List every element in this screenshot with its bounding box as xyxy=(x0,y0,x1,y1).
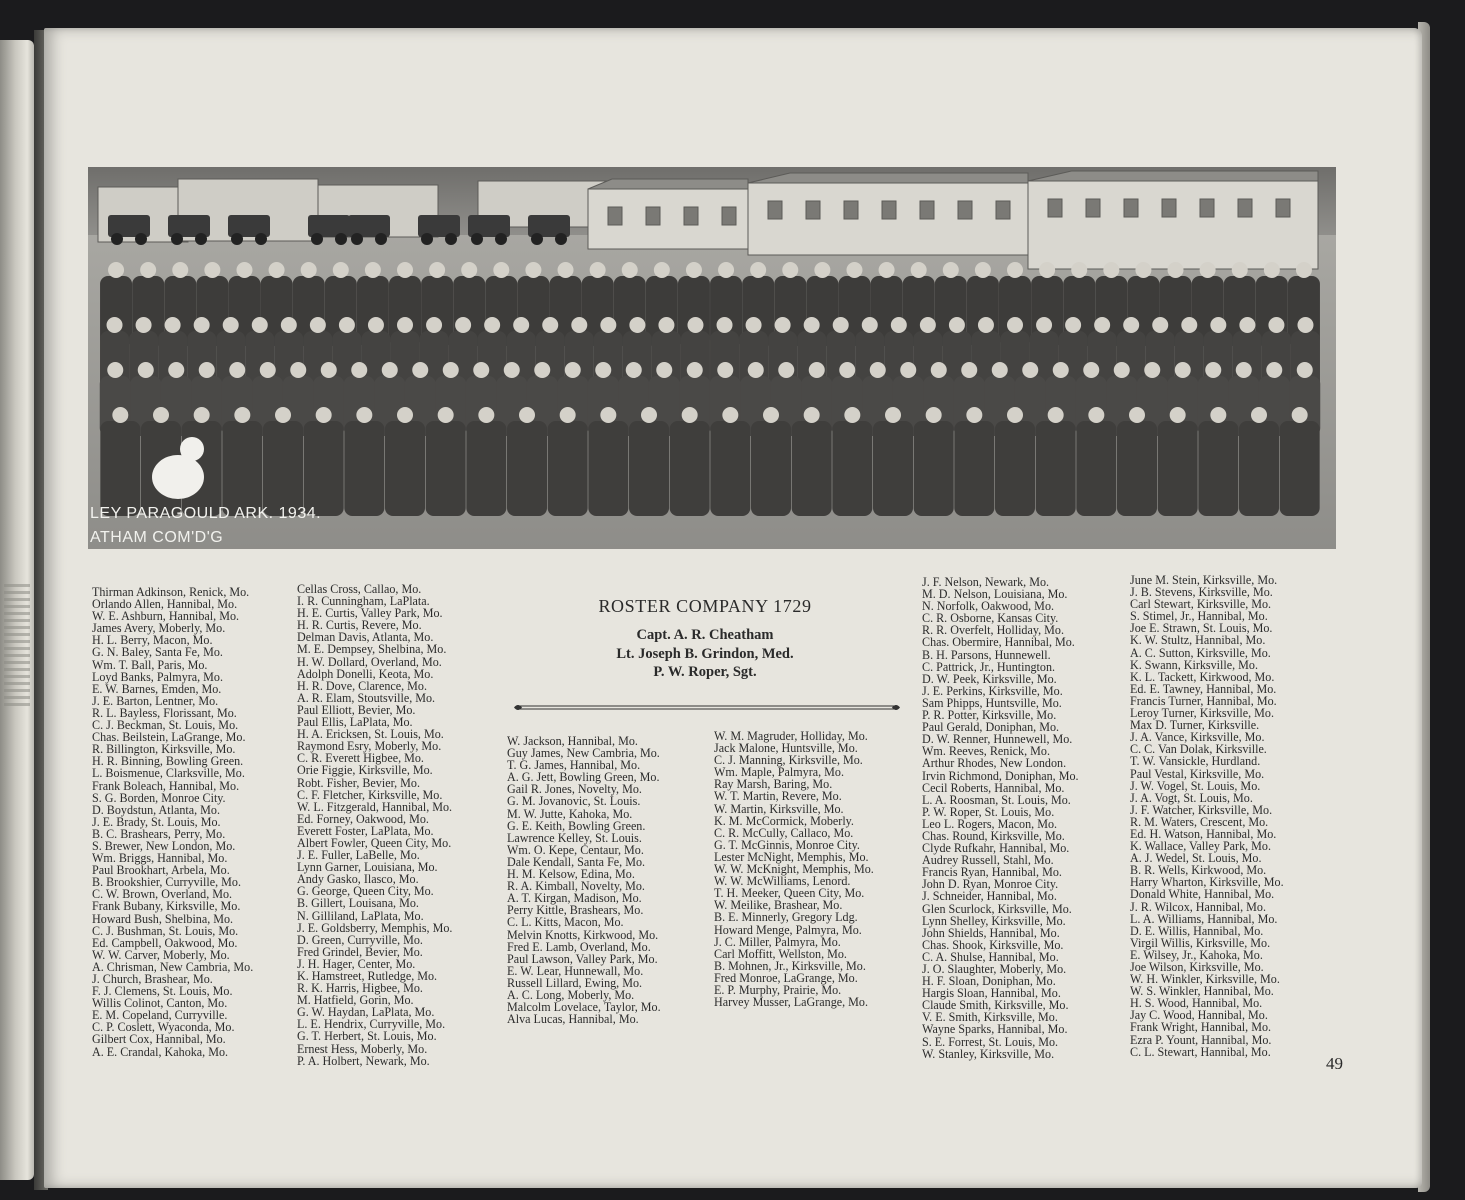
roster-entry: J. F. Watcher, Kirksville, Mo. xyxy=(1130,802,1273,817)
roster-entry: Orie Figgie, Kirksville, Mo. xyxy=(297,763,433,778)
roster-entry: G. E. Keith, Bowling Green. xyxy=(507,818,646,833)
roster-entry: T. H. Meeker, Queen City, Mo. xyxy=(714,886,865,901)
roster-entry: Jack Malone, Huntsville, Mo. xyxy=(714,741,858,756)
roster-entry: W. W. McWilliams, Lenord. xyxy=(714,874,851,889)
roster-entry: Max D. Turner, Kirksville. xyxy=(1130,718,1260,733)
roster-entry: Irvin Richmond, Doniphan, Mo. xyxy=(922,768,1079,783)
roster-entry: J. C. Miller, Palmyra, Mo. xyxy=(714,934,841,949)
roster-entry: Ed. Campbell, Oakwood, Mo. xyxy=(92,935,238,950)
roster-entry: T. G. James, Hannibal, Mo. xyxy=(507,758,641,773)
roster-entry: June M. Stein, Kirksville, Mo. xyxy=(1130,573,1278,587)
roster-entry: L. E. Hendrix, Curryville, Mo. xyxy=(297,1017,446,1032)
roster-entry: K. M. McCormick, Moberly. xyxy=(714,813,854,828)
roster-entry: L. Boismenue, Clarksville, Mo. xyxy=(92,766,245,781)
roster-entry: B. E. Minnerly, Gregory Ldg. xyxy=(714,910,858,925)
roster-entry: Lawrence Kelley, St. Louis. xyxy=(507,830,642,845)
roster-entry: C. J. Manning, Kirksville, Mo. xyxy=(714,753,863,768)
roster-entry: Ed. E. Tawney, Hannibal, Mo. xyxy=(1130,681,1277,696)
roster-entry: G. T. McGinnis, Monroe City. xyxy=(714,837,860,852)
roster-entry: J. A. Vogt, St. Louis, Mo. xyxy=(1130,790,1253,805)
roster-entry: Lester McNight, Memphis, Mo. xyxy=(714,849,869,864)
roster-entry: H. A. Ericksen, St. Louis, Mo. xyxy=(297,727,444,742)
roster-column-5 xyxy=(922,576,1079,1060)
roster-entry: Delman Davis, Atlanta, Mo. xyxy=(297,630,434,645)
roster-entry: A. C. Sutton, Kirksville, Mo. xyxy=(1130,645,1271,660)
roster-entry: R. R. Overfelt, Holliday, Mo. xyxy=(922,623,1064,638)
roster-entry: C. L. Stewart, Hannibal, Mo. xyxy=(1130,1044,1271,1059)
facing-page-edge xyxy=(0,40,34,1180)
roster-entry: E. P. Murphy, Prairie, Mo. xyxy=(714,982,842,997)
roster-entry: Jay C. Wood, Hannibal, Mo. xyxy=(1130,1008,1268,1023)
roster-entry: J. R. Wilcox, Hannibal, Mo. xyxy=(1130,899,1267,914)
roster-entry: Willis Colinot, Canton, Mo. xyxy=(92,996,228,1011)
roster-entry: W. Martin, Kirksville, Mo. xyxy=(714,801,844,816)
roster-entry: Ed. Forney, Oakwood, Mo. xyxy=(297,811,429,826)
roster-entry: Ezra P. Yount, Hannibal, Mo. xyxy=(1130,1032,1272,1047)
roster-entry: J. E. Fuller, LaBelle, Mo. xyxy=(297,848,420,863)
roster-entry: C. P. Coslett, Wyaconda, Mo. xyxy=(92,1020,235,1035)
roster-entry: R. L. Bayless, Florissant, Mo. xyxy=(92,705,237,720)
roster-entry: C. A. Shulse, Hannibal, Mo. xyxy=(922,949,1059,964)
roster-entry: J. E. Barton, Lentner, Mo. xyxy=(92,693,219,708)
roster-entry: Leroy Turner, Kirksville, Mo. xyxy=(1130,706,1274,721)
roster-entry: C. R. Everett Higbee, Mo. xyxy=(297,751,424,766)
roster-entry: Alva Lucas, Hannibal, Mo. xyxy=(507,1012,639,1027)
roster-entry: W. M. Magruder, Holliday, Mo. xyxy=(714,729,868,743)
roster-entry: B. R. Wells, Kirkwood, Mo. xyxy=(1130,863,1267,878)
roster-entry: Melvin Knotts, Kirkwood, Mo. xyxy=(507,927,659,942)
roster-column-1 xyxy=(92,586,253,1058)
roster-entry: C. W. Brown, Overland, Mo. xyxy=(92,887,233,902)
roster-entry: D. Boydstun, Atlanta, Mo. xyxy=(92,802,220,817)
page-number: 49 xyxy=(1326,1054,1343,1073)
roster-entry: N. Norfolk, Oakwood, Mo. xyxy=(922,599,1055,614)
roster-entry: Paul Brookhart, Arbela, Mo. xyxy=(92,863,230,878)
roster-entry: Robt. Fisher, Bevier, Mo. xyxy=(297,775,420,790)
roster-entry: S. Stimel, Jr., Hannibal, Mo. xyxy=(1130,609,1268,624)
roster-entry: Joe E. Strawn, St. Louis, Mo. xyxy=(1130,621,1273,636)
roster-entry: Perry Kittle, Brashears, Mo. xyxy=(507,903,644,918)
roster-entry: Paul Vestal, Kirksville, Mo. xyxy=(1130,766,1265,781)
officer-lieutenant: Lt. Joseph B. Grindon, Med. xyxy=(616,646,794,662)
roster-entry: D. Green, Curryville, Mo. xyxy=(297,932,423,947)
roster-entry: L. A. Roosman, St. Louis, Mo. xyxy=(922,792,1071,807)
roster-entry: G. N. Baley, Santa Fe, Mo. xyxy=(92,645,223,660)
roster-entry: E. W. Barnes, Emden, Mo. xyxy=(92,681,222,696)
roster-entry: H. R. Binning, Bowling Green. xyxy=(92,754,244,769)
roster-entry: E. M. Copeland, Curryville. xyxy=(92,1008,228,1023)
roster-entry: W. E. Ashburn, Hannibal, Mo. xyxy=(92,609,240,624)
roster-entry: A. J. Wedel, St. Louis, Mo. xyxy=(1130,851,1262,866)
roster-entry: Raymond Esry, Moberly, Mo. xyxy=(297,739,442,754)
roster-entry: C. R. Osborne, Kansas City. xyxy=(922,611,1059,626)
roster-entry: Leo L. Rogers, Macon, Mo. xyxy=(922,816,1058,831)
company-group-photo xyxy=(88,167,1336,549)
roster-entry: Paul Lawson, Valley Park, Mo. xyxy=(507,951,658,966)
roster-entry: J. F. Nelson, Newark, Mo. xyxy=(922,575,1050,589)
roster-entry: G. M. Jovanovic, St. Louis. xyxy=(507,794,641,809)
roster-entry: G. T. Herbert, St. Louis, Mo. xyxy=(297,1029,437,1044)
roster-entry: M. W. Jutte, Kahoka, Mo. xyxy=(507,806,633,821)
roster-entry: Joe Wilson, Kirksville, Mo. xyxy=(1130,960,1264,974)
roster-entry: Howard Menge, Palmyra, Mo. xyxy=(714,922,862,937)
roster-entry: W. L. Fitzgerald, Hannibal, Mo. xyxy=(297,799,453,814)
roster-entry: Russell Lillard, Ewing, Mo. xyxy=(507,975,643,990)
photo-caption-line2: ATHAM COM'D'G xyxy=(90,529,224,546)
roster-entry: Loyd Banks, Palmyra, Mo. xyxy=(92,669,224,684)
decorative-rule xyxy=(512,700,902,714)
roster-entry: Fred Grindel, Bevier, Mo. xyxy=(297,944,423,959)
roster-entry: J. Church, Brashear, Mo. xyxy=(92,972,213,986)
roster-entry: John Shields, Hannibal, Mo. xyxy=(922,925,1060,940)
roster-entry: F. J. Clemens, St. Louis, Mo. xyxy=(92,984,233,999)
roster-entry: D. E. Willis, Hannibal, Mo. xyxy=(1130,923,1264,938)
roster-entry: M. Hatfield, Gorin, Mo. xyxy=(297,993,414,1008)
roster-entry: B. H. Parsons, Hunnewell. xyxy=(922,647,1051,662)
roster-entry: Francis Turner, Hannibal, Mo. xyxy=(1130,693,1277,708)
roster-entry: Virgil Willis, Kirksville, Mo. xyxy=(1130,935,1271,950)
officer-sergeant: P. W. Roper, Sgt. xyxy=(653,664,757,680)
roster-entry: Donald White, Hannibal, Mo. xyxy=(1130,887,1275,902)
roster-entry: John D. Ryan, Monroe City. xyxy=(922,877,1059,892)
roster-entry: W. W. Carver, Moberly, Mo. xyxy=(92,947,230,962)
roster-entry: Ed. H. Watson, Hannibal, Mo. xyxy=(1130,826,1277,841)
roster-entry: Orlando Allen, Hannibal, Mo. xyxy=(92,597,238,612)
roster-entry: P. R. Potter, Kirksville, Mo. xyxy=(922,708,1057,723)
roster-entry: Wm. T. Ball, Paris, Mo. xyxy=(92,657,208,672)
roster-entry: C. Pattrick, Jr., Huntington. xyxy=(922,659,1056,674)
roster-entry: Wm. O. Kepe, Centaur, Mo. xyxy=(507,842,644,857)
roster-entry: Chas. Obermire, Hannibal, Mo. xyxy=(922,635,1075,650)
roster-entry: B. Brookshier, Curryville, Mo. xyxy=(92,875,241,890)
roster-entry: L. A. Williams, Hannibal, Mo. xyxy=(1130,911,1278,926)
roster-entry: R. Billington, Kirksville, Mo. xyxy=(92,742,236,757)
roster-entry: Gilbert Cox, Hannibal, Mo. xyxy=(92,1032,226,1047)
roster-entry: Everett Foster, LaPlata, Mo. xyxy=(297,823,434,838)
roster-entry: Paul Elliott, Bevier, Mo. xyxy=(297,702,416,717)
roster-entry: Frank Bubany, Kirksville, Mo. xyxy=(92,899,241,914)
roster-column-2 xyxy=(297,583,452,1067)
roster-entry: J. H. Hager, Center, Mo. xyxy=(297,956,416,971)
roster-entry: S. E. Forrest, St. Louis, Mo. xyxy=(922,1034,1059,1049)
roster-entry: Wm. Briggs, Hannibal, Mo. xyxy=(92,851,228,866)
roster-entry: Ernest Hess, Moberly, Mo. xyxy=(297,1041,428,1056)
roster-entry: Dale Kendall, Santa Fe, Mo. xyxy=(507,854,646,869)
roster-entry: Malcolm Lovelace, Taylor, Mo. xyxy=(507,1000,661,1015)
roster-entry: Cecil Roberts, Hannibal, Mo. xyxy=(922,780,1065,795)
roster-entry: R. A. Kimball, Novelty, Mo. xyxy=(507,879,645,894)
roster-entry: W. Meilike, Brashear, Mo. xyxy=(714,898,843,913)
roster-entry: Paul Gerald, Doniphan, Mo. xyxy=(922,720,1060,735)
roster-entry: J. E. Brady, St. Louis, Mo. xyxy=(92,814,221,829)
roster-entry: M. D. Nelson, Louisiana, Mo. xyxy=(922,587,1068,602)
roster-entry: W. W. McKnight, Memphis, Mo. xyxy=(714,862,874,877)
roster-entry: W. T. Martin, Revere, Mo. xyxy=(714,789,842,804)
roster-entry: A. G. Jett, Bowling Green, Mo. xyxy=(507,770,660,785)
roster-entry: R. M. Waters, Crescent, Mo. xyxy=(1130,814,1269,829)
roster-entry: H. W. Dollard, Overland, Mo. xyxy=(297,654,442,669)
roster-entry: J. O. Slaughter, Moberly, Mo. xyxy=(922,962,1067,976)
roster-entry: H. L. Berry, Macon, Mo. xyxy=(92,633,213,648)
roster-entry: W. S. Winkler, Hannibal, Mo. xyxy=(1130,984,1274,999)
roster-entry: Lynn Shelley, Kirksville, Mo. xyxy=(922,913,1066,928)
roster-entry: Fred Monroe, LaGrange, Mo. xyxy=(714,970,858,985)
roster-entry: A. R. Elam, Stoutsville, Mo. xyxy=(297,690,436,705)
roster-entry: Claude Smith, Kirksville, Mo. xyxy=(922,998,1069,1013)
roster-entry: H. S. Wood, Hannibal, Mo. xyxy=(1130,996,1263,1011)
roster-entry: Clyde Rufkahr, Hannibal, Mo. xyxy=(922,841,1070,856)
roster-entry: Frank Wright, Hannibal, Mo. xyxy=(1130,1020,1272,1035)
roster-entry: Gail R. Jones, Novelty, Mo. xyxy=(507,782,642,797)
roster-entry: A. T. Kirgan, Madison, Mo. xyxy=(507,891,642,906)
roster-entry: H. M. Kelsow, Edina, Mo. xyxy=(507,867,635,882)
roster-entry: K. Hamstreet, Rutledge, Mo. xyxy=(297,969,438,983)
roster-entry: J. A. Vance, Kirksville, Mo. xyxy=(1130,730,1265,745)
roster-entry: H. R. Curtis, Revere, Mo. xyxy=(297,618,422,633)
roster-entry: A. Chrisman, New Cambria, Mo. xyxy=(92,959,254,974)
roster-entry: J. E. Perkins, Kirksville, Mo. xyxy=(922,683,1063,698)
roster-entry: Wm. Maple, Palmyra, Mo. xyxy=(714,765,844,780)
roster-entry: K. Wallace, Valley Park, Mo. xyxy=(1130,839,1271,854)
roster-entry: Francis Ryan, Hannibal, Mo. xyxy=(922,865,1062,880)
roster-entry: Andy Gasko, Ilasco, Mo. xyxy=(297,872,419,887)
roster-entry: Fred E. Lamb, Overland, Mo. xyxy=(507,939,651,954)
photo-caption-line1: LEY PARAGOULD ARK. 1934. xyxy=(90,505,322,522)
roster-entry: K. W. Stultz, Hannibal, Mo. xyxy=(1130,633,1266,648)
roster-entry: C. L. Kitts, Macon, Mo. xyxy=(507,915,624,930)
roster-entry: A. C. Long, Moberly, Mo. xyxy=(507,987,635,1002)
roster-entry: S. G. Borden, Monroe City. xyxy=(92,790,226,805)
roster-entry: Guy James, New Cambria, Mo. xyxy=(507,746,660,761)
roster-entry: Sam Phipps, Huntsville, Mo. xyxy=(922,695,1062,710)
roster-entry: Albert Fowler, Queen City, Mo. xyxy=(297,835,452,850)
roster-entry: H. E. Curtis, Valley Park, Mo. xyxy=(297,606,443,621)
roster-entry: Lynn Garner, Louisiana, Mo. xyxy=(297,860,438,875)
roster-entry: Harvey Musser, LaGrange, Mo. xyxy=(714,995,869,1010)
roster-column-6 xyxy=(1130,574,1284,1058)
roster-entry: T. W. Vansickle, Hurdland. xyxy=(1130,754,1261,769)
roster-entry: C. F. Fletcher, Kirksville, Mo. xyxy=(297,787,443,802)
roster-entry: G. W. Haydan, LaPlata, Mo. xyxy=(297,1005,435,1020)
roster-entry: Frank Boleach, Hannibal, Mo. xyxy=(92,778,240,793)
roster-entry: D. W. Peek, Kirksville, Mo. xyxy=(922,671,1057,686)
roster-entry: Howard Bush, Shelbina, Mo. xyxy=(92,911,234,926)
facing-page-text-fragment xyxy=(4,580,30,730)
roster-entry: Ray Marsh, Baring, Mo. xyxy=(714,777,833,792)
roster-entry: E. Wilsey, Jr., Kahoka, Mo. xyxy=(1130,947,1263,962)
roster-entry: P. W. Roper, St. Louis, Mo. xyxy=(922,804,1055,819)
roster-entry: Harry Wharton, Kirksville, Mo. xyxy=(1130,875,1284,890)
roster-entry: W. Jackson, Hannibal, Mo. xyxy=(507,734,638,748)
roster-entry: James Avery, Moberly, Mo. xyxy=(92,621,226,636)
roster-entry: J. Schneider, Hannibal, Mo. xyxy=(922,889,1057,904)
roster-entry: Arthur Rhodes, New London. xyxy=(922,756,1067,771)
roster-column-3 xyxy=(507,735,661,1025)
roster-entry: B. C. Brashears, Perry, Mo. xyxy=(92,826,226,841)
roster-entry: S. Brewer, New London, Mo. xyxy=(92,838,236,853)
roster-entry: R. K. Harris, Higbee, Mo. xyxy=(297,981,423,996)
roster-entry: J. E. Goldsberry, Memphis, Mo. xyxy=(297,920,453,935)
roster-entry: P. A. Holbert, Newark, Mo. xyxy=(297,1053,430,1068)
roster-entry: Chas. Shook, Kirksville, Mo. xyxy=(922,937,1064,952)
roster-entry: E. W. Lear, Hunnewall, Mo. xyxy=(507,963,644,978)
roster-entry: H. F. Sloan, Doniphan, Mo. xyxy=(922,974,1056,989)
roster-entry: Wm. Reeves, Renick, Mo. xyxy=(922,744,1050,759)
roster-entry: M. E. Dempsey, Shelbina, Mo. xyxy=(297,642,447,657)
roster-entry: Audrey Russell, Stahl, Mo. xyxy=(922,853,1054,868)
roster-entry: C. J. Beckman, St. Louis, Mo. xyxy=(92,718,239,733)
roster-entry: C. J. Bushman, St. Louis, Mo. xyxy=(92,923,239,938)
roster-column-4 xyxy=(714,730,874,1008)
roster-entry: Glen Scurlock, Kirksville, Mo. xyxy=(922,901,1072,916)
roster-entry: V. E. Smith, Kirksville, Mo. xyxy=(922,1010,1058,1025)
roster-entry: C. C. Van Dolak, Kirksville. xyxy=(1130,742,1267,757)
roster-entry: C. R. McCully, Callaco, Mo. xyxy=(714,825,854,840)
roster-entry: Hargis Sloan, Hannibal, Mo. xyxy=(922,986,1061,1001)
roster-entry: H. R. Dove, Clarence, Mo. xyxy=(297,678,427,693)
roster-entry: Chas. Beilstein, LaGrange, Mo. xyxy=(92,730,246,745)
roster-entry: J. W. Vogel, St. Louis, Mo. xyxy=(1130,778,1261,793)
roster-entry: Chas. Round, Kirksville, Mo. xyxy=(922,828,1065,843)
roster-entry: D. W. Renner, Hunnewell, Mo. xyxy=(922,732,1073,747)
roster-entry: Paul Ellis, LaPlata, Mo. xyxy=(297,715,413,730)
roster-entry: K. Swann, Kirksville, Mo. xyxy=(1130,657,1258,672)
roster-entry: G. George, Queen City, Mo. xyxy=(297,884,434,899)
group-photo-image xyxy=(88,167,1336,549)
roster-entry: I. R. Cunningham, LaPlata. xyxy=(297,594,430,609)
roster-entry: Thirman Adkinson, Renick, Mo. xyxy=(92,585,250,599)
roster-title: ROSTER COMPANY 1729 xyxy=(598,596,812,616)
roster-entry: Carl Stewart, Kirksville, Mo. xyxy=(1130,597,1272,612)
roster-entry: J. B. Stevens, Kirksville, Mo. xyxy=(1130,585,1273,600)
roster-entry: Cellas Cross, Callao, Mo. xyxy=(297,582,422,596)
roster-entry: N. Gilliland, LaPlata, Mo. xyxy=(297,908,424,923)
roster-entry: B. Gillert, Louisana, Mo. xyxy=(297,896,419,911)
roster-entry: Wayne Sparks, Hannibal, Mo. xyxy=(922,1022,1068,1037)
officer-captain: Capt. A. R. Cheatham xyxy=(636,627,774,643)
roster-entry: W. Stanley, Kirksville, Mo. xyxy=(922,1046,1055,1061)
roster-entry: Adolph Donelli, Keota, Mo. xyxy=(297,666,434,681)
roster-entry: W. H. Winkler, Kirksville, Mo. xyxy=(1130,972,1280,987)
roster-entry: K. L. Tackett, Kirkwood, Mo. xyxy=(1130,669,1275,684)
roster-entry: B. Mohnen, Jr., Kirksville, Mo. xyxy=(714,958,866,973)
roster-entry: Carl Moffitt, Wellston, Mo. xyxy=(714,946,847,961)
roster-entry: A. E. Crandal, Kahoka, Mo. xyxy=(92,1044,229,1059)
